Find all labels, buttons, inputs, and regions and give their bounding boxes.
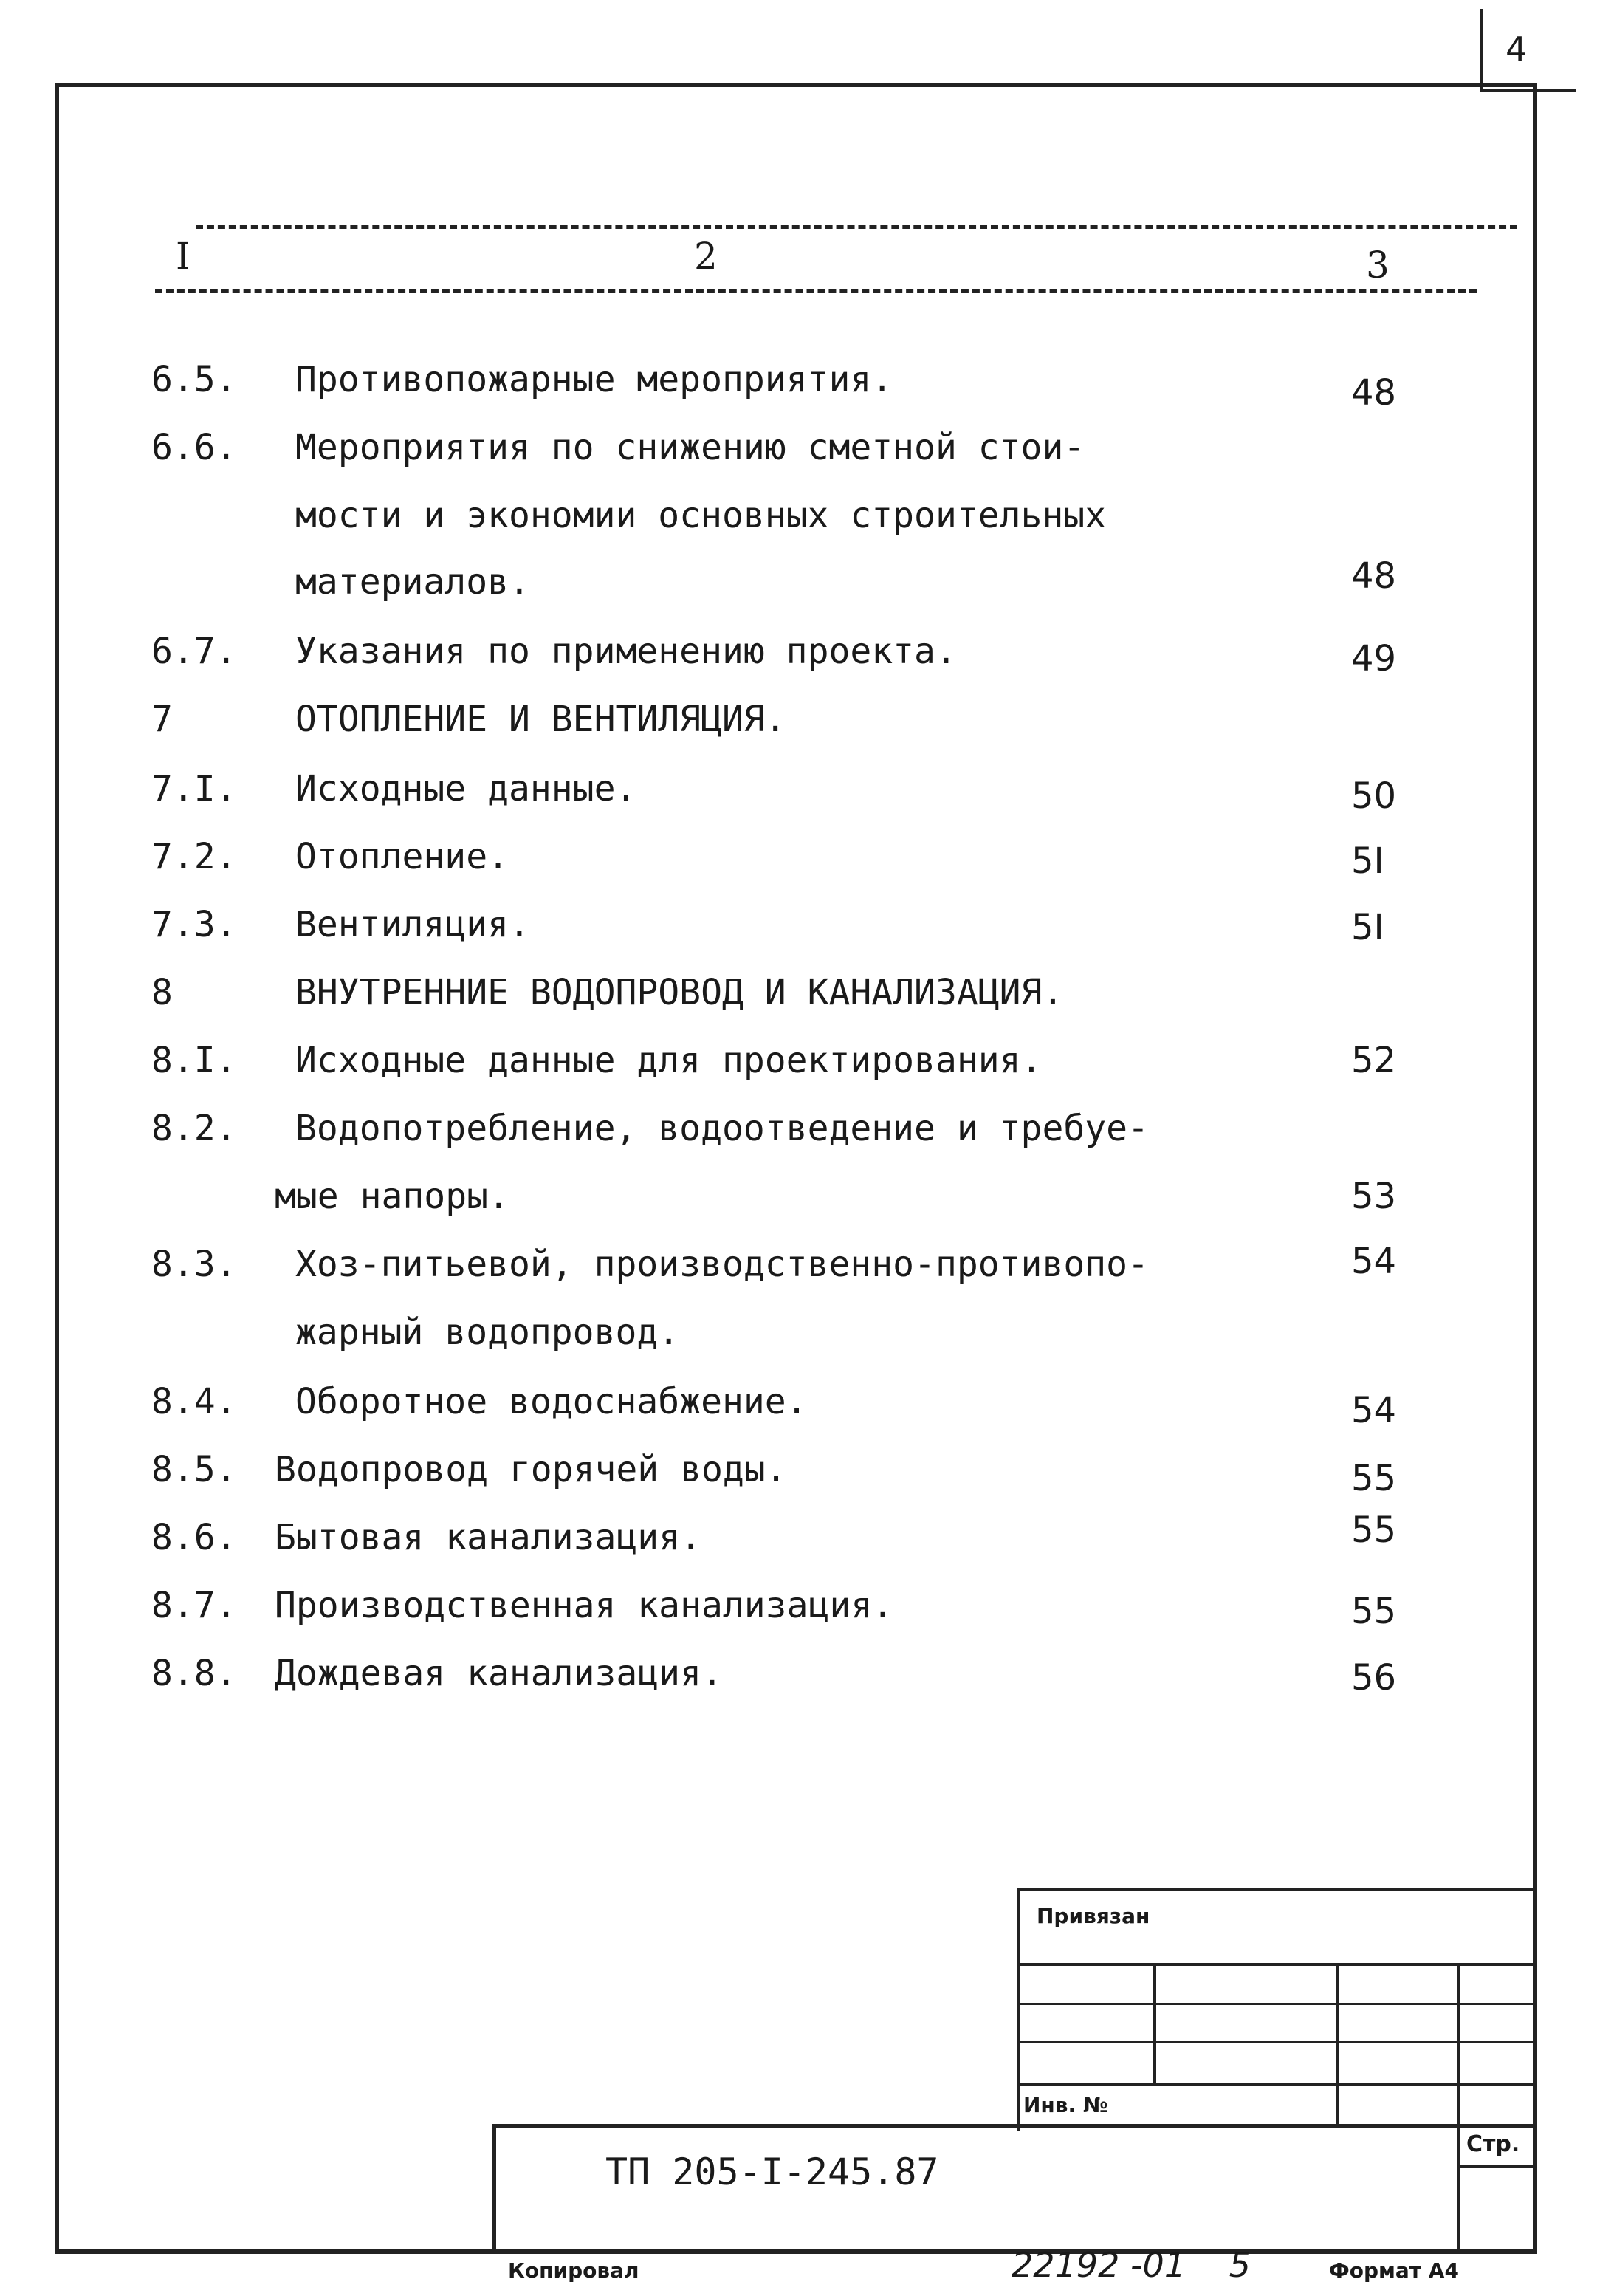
section-title: Противопожарные мероприятия. [295, 359, 893, 400]
label-str: Стр. [1466, 2131, 1520, 2157]
section-title: Производственная канализация. [275, 1585, 894, 1626]
toc-row [0, 555, 1597, 620]
toc-row [0, 427, 1597, 486]
toc-row [0, 1312, 1597, 1371]
toc-row [0, 1241, 1597, 1303]
page-ref: 48 [1351, 555, 1397, 597]
section-number: 8.3. [151, 1244, 237, 1285]
header-bottom-rule [155, 289, 1477, 293]
section-number: 8.5. [151, 1449, 237, 1490]
page-number: 4 [1505, 30, 1528, 69]
page-ref: 5I [1351, 907, 1384, 948]
stamp-divider [1153, 1963, 1156, 2084]
section-title: ОТОПЛЕНИЕ И ВЕНТИЛЯЦИЯ. [295, 699, 786, 740]
section-title: Бытовая канализация. [275, 1517, 701, 1558]
document-code: ТП 205-I-245.87 [605, 2151, 939, 2193]
toc-row [0, 904, 1597, 963]
section-number: 8.4. [151, 1381, 237, 1422]
section-title: Исходные данные. [295, 768, 637, 809]
toc-row [0, 359, 1597, 418]
section-title: Мероприятия по снижению сметной стои- [295, 427, 1085, 468]
label-inv-no: Инв. № [1023, 2093, 1108, 2117]
label-privyazan: Привязан [1037, 1904, 1150, 1928]
section-title: мые напоры. [275, 1176, 509, 1217]
section-title: Отопление. [295, 836, 509, 877]
toc-row [0, 1176, 1597, 1235]
section-number: 8.8. [151, 1653, 237, 1694]
section-number: 6.6. [151, 427, 237, 468]
section-title: Водопотребление, водоотведение и требуе- [295, 1108, 1149, 1149]
toc-row [0, 1653, 1597, 1712]
toc-row [0, 768, 1597, 827]
section-title: жарный водопровод. [295, 1312, 680, 1353]
page-ref: 50 [1351, 775, 1397, 817]
section-title: мости и экономии основных строительных [295, 495, 1107, 536]
section-number: 8.6. [151, 1517, 237, 1558]
main-stamp-divider [1457, 2124, 1460, 2249]
handwritten-number: 22192 -01 5 [1012, 2245, 1251, 2285]
toc-row [0, 699, 1597, 758]
stamp-top-border [1017, 1888, 1537, 1891]
toc-row [0, 1040, 1597, 1099]
section-title: Исходные данные для проектирования. [295, 1040, 1043, 1081]
page-ref: 56 [1351, 1657, 1397, 1699]
page-ref: 55 [1351, 1591, 1397, 1632]
toc-row [0, 1585, 1597, 1644]
section-number: 7.3. [151, 904, 237, 945]
section-title: Вентиляция. [295, 904, 530, 945]
toc-row [0, 631, 1597, 690]
section-title: Хоз-питьевой, производственно-противопо- [295, 1244, 1149, 1285]
section-number: 8.I. [151, 1040, 237, 1081]
header-col-1: I [176, 235, 190, 278]
main-stamp-top-border [492, 2124, 1537, 2128]
section-number: 6.5. [151, 359, 237, 400]
stamp-left-border [1017, 1888, 1020, 2131]
toc-row [0, 495, 1597, 554]
section-number: 7.I. [151, 768, 237, 809]
section-title: Оборотное водоснабжение. [295, 1381, 808, 1422]
page-ref: 5I [1351, 840, 1384, 882]
section-title: Указания по применению проекта. [295, 631, 957, 672]
stamp-divider [1457, 1963, 1460, 2125]
section-title: Водопровод горячей воды. [275, 1449, 787, 1490]
label-format: Формат А4 [1329, 2258, 1459, 2283]
main-stamp-rule [1457, 2165, 1537, 2168]
toc-row [0, 1381, 1597, 1440]
section-number: 7 [151, 699, 173, 740]
main-stamp-left-border [492, 2124, 496, 2249]
section-title: материалов. [295, 561, 530, 603]
section-number: 8.7. [151, 1585, 237, 1626]
header-top-rule [196, 225, 1517, 229]
header-col-2: 2 [694, 235, 718, 278]
section-number: 8.2. [151, 1108, 237, 1149]
toc-row [0, 836, 1597, 895]
page-ref: 48 [1351, 372, 1397, 414]
toc-row [0, 1449, 1597, 1508]
page-ref: 54 [1351, 1241, 1397, 1282]
label-kopiroval: Копировал [508, 2258, 639, 2283]
page-ref: 49 [1351, 638, 1397, 679]
toc-row [0, 1509, 1597, 1576]
page-ref: 55 [1351, 1509, 1397, 1551]
stamp-divider [1336, 1963, 1339, 2125]
section-number: 8 [151, 972, 173, 1013]
page-number-box [1480, 9, 1576, 92]
page-ref: 53 [1351, 1176, 1397, 1217]
toc-row [0, 972, 1597, 1031]
page-ref: 55 [1351, 1458, 1397, 1499]
section-title: Дождевая канализация. [275, 1653, 723, 1694]
page-ref: 52 [1351, 1040, 1397, 1081]
section-number: 6.7. [151, 631, 237, 672]
section-title: ВНУТРЕННИЕ ВОДОПРОВОД И КАНАЛИЗАЦИЯ. [295, 972, 1064, 1013]
toc-row [0, 1108, 1597, 1167]
header-col-3: 3 [1366, 244, 1390, 287]
page-ref: 54 [1351, 1390, 1397, 1431]
section-number: 7.2. [151, 836, 237, 877]
